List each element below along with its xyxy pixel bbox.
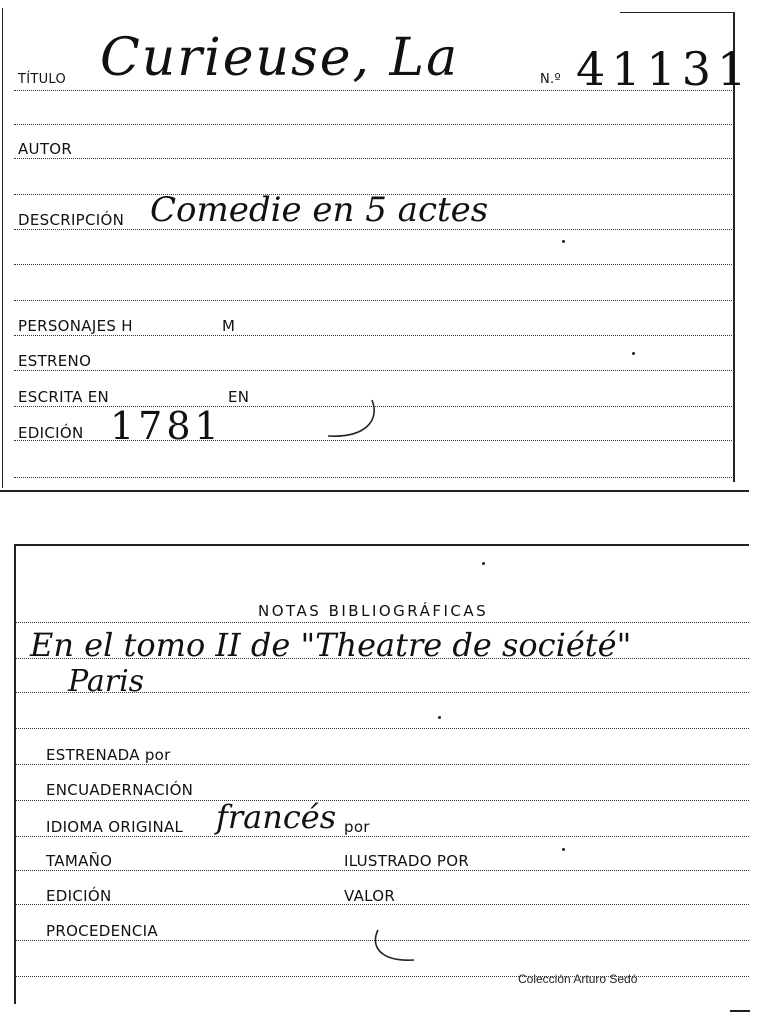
premiered-by-label: ESTRENADA por [46,746,171,764]
card-top-edge [14,544,749,546]
premiere-label: ESTRENO [18,352,92,370]
catalog-card-front [0,0,759,500]
number-handwritten-value: 41131 [576,42,753,96]
rule-blank-4 [14,300,734,301]
speck [562,240,565,243]
rule-original-language [14,836,749,837]
pen-stroke-mark [370,928,430,974]
speck [482,562,485,565]
rule-notes-heading [14,622,749,623]
characters-label: PERSONAJES H [18,317,133,335]
card-left-edge [14,544,16,1004]
speck [562,848,565,851]
written-in-label: ESCRITA EN [18,388,110,406]
pen-stroke-mark [320,396,380,444]
edition-handwritten-value: 1781 [110,404,223,448]
rule-premiered-by [14,764,749,765]
edition-label: EDICIÓN [18,424,84,442]
edition-label: EDICIÓN [46,887,112,905]
title-label: TÍTULO [18,72,67,87]
author-label: AUTOR [18,140,73,158]
title-handwritten-value: Curieuse, La [100,28,460,88]
card-bottom-edge [0,490,749,492]
rule-size [14,870,749,871]
rule-blank-5 [14,477,734,478]
card-corner-mark [730,1010,750,1012]
original-language-by-label: por [344,818,370,836]
notes-heading: NOTAS BIBLIOGRÁFICAS [258,602,489,620]
speck [438,716,441,719]
rule-binding [14,800,749,801]
size-label: TAMAÑO [46,852,113,870]
catalog-card-back [0,540,759,1028]
rule-notes-3 [14,728,749,729]
description-handwritten-value: Comedie en 5 actes [150,190,489,230]
number-label: N.º [540,72,561,87]
card-top-edge [620,12,735,13]
illustrated-by-label: ILUSTRADO POR [344,852,470,870]
notes-handwritten-line-2: Paris [68,664,145,699]
rule-blank-1 [14,124,734,125]
notes-handwritten-line-1: En el tomo II de "Theatre de société" [30,626,632,664]
card-left-edge [2,8,3,488]
original-language-label: IDIOMA ORIGINAL [46,818,184,836]
rule-author [14,158,734,159]
rule-blank-3 [14,264,734,265]
value-label: VALOR [344,887,396,905]
original-language-handwritten-value: francés [216,798,337,836]
speck [632,352,635,355]
rule-premiere [14,370,734,371]
collection-caption: Colección Arturo Sedó [518,972,638,986]
rule-characters [14,335,734,336]
rule-blank [14,976,749,977]
characters-m-label: M [222,317,236,335]
binding-label: ENCUADERNACIÓN [46,781,194,799]
written-in-en-label: EN [228,388,250,406]
provenance-label: PROCEDENCIA [46,922,158,940]
description-label: DESCRIPCIÓN [18,211,125,229]
